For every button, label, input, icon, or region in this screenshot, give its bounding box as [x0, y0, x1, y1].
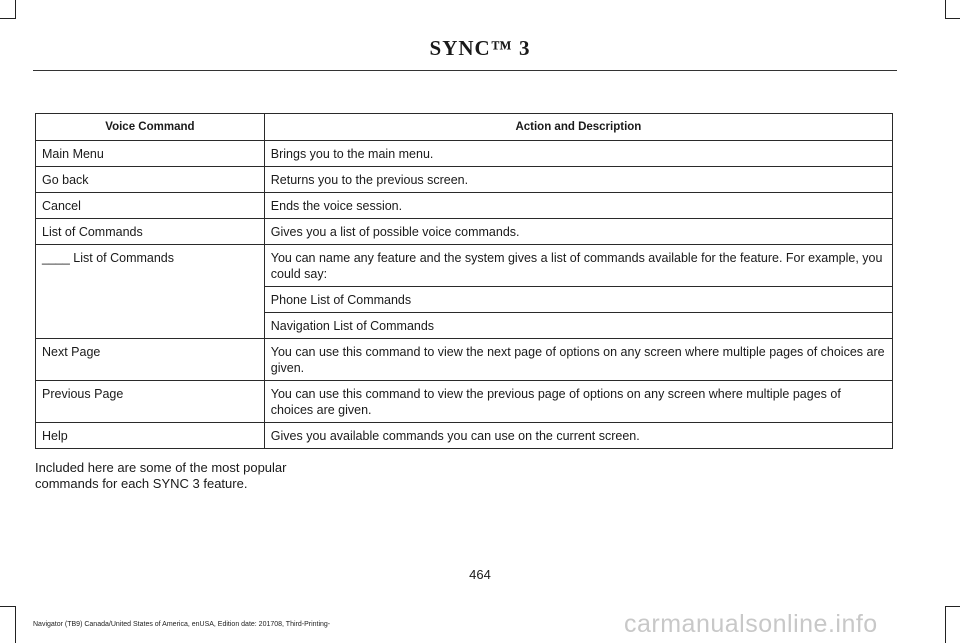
crop-mark-top-right — [945, 0, 946, 19]
voice-command-table — [35, 113, 893, 449]
table-row — [36, 219, 893, 245]
description-cell: Gives you available commands you can use on the current screen. — [264, 423, 892, 449]
description-cell: You can name any feature and the system gives a list of commands available for the feature. For example, you could say: — [264, 245, 892, 287]
footer-edition-text: Navigator (TB9) Canada/United States of America, enUSA, Edition date: 201708, Third-Printing- — [33, 621, 331, 628]
table-row — [36, 141, 893, 167]
header-divider — [33, 70, 897, 71]
description-cell: Brings you to the main menu. — [264, 141, 892, 167]
table-row — [36, 423, 893, 449]
crop-mark-bottom-right — [945, 606, 946, 643]
voice-command-cell: Cancel — [36, 193, 265, 219]
table-header-row — [36, 114, 893, 141]
table-row — [36, 245, 893, 287]
voice-command-cell: Next Page — [36, 339, 265, 381]
page-number: 464 — [469, 567, 491, 582]
crop-mark-top-right — [945, 18, 960, 19]
description-cell: You can use this command to view the previous page of options on any screen where multiple pages of choices are given. — [264, 381, 892, 423]
crop-mark-top-left — [0, 18, 15, 19]
column-header-action-description: Action and Description — [264, 114, 892, 141]
intro-paragraph: Included here are some of the most popular commands for each SYNC 3 feature. — [35, 460, 287, 491]
voice-command-cell: Go back — [36, 167, 265, 193]
page-title: SYNC™ 3 — [429, 36, 531, 60]
voice-command-cell: ____ List of Commands — [36, 245, 265, 339]
voice-command-cell: Help — [36, 423, 265, 449]
voice-command-cell: Main Menu — [36, 141, 265, 167]
voice-command-cell: Previous Page — [36, 381, 265, 423]
description-cell: Gives you a list of possible voice commands. — [264, 219, 892, 245]
description-cell: Returns you to the previous screen. — [264, 167, 892, 193]
description-cell: Ends the voice session. — [264, 193, 892, 219]
table-row — [36, 167, 893, 193]
crop-mark-bottom-right — [945, 606, 960, 607]
crop-mark-bottom-left — [0, 606, 15, 607]
description-cell: Phone List of Commands — [264, 287, 892, 313]
crop-mark-bottom-left — [15, 606, 16, 643]
watermark: carmanualsonline.info — [624, 610, 878, 638]
table-row — [36, 193, 893, 219]
column-header-voice-command: Voice Command — [36, 114, 265, 141]
table-row — [36, 339, 893, 381]
crop-mark-top-left — [15, 0, 16, 19]
table-row — [36, 381, 893, 423]
voice-command-cell: List of Commands — [36, 219, 265, 245]
description-cell: Navigation List of Commands — [264, 313, 892, 339]
description-cell: You can use this command to view the next page of options on any screen where multiple pages of choices are given. — [264, 339, 892, 381]
